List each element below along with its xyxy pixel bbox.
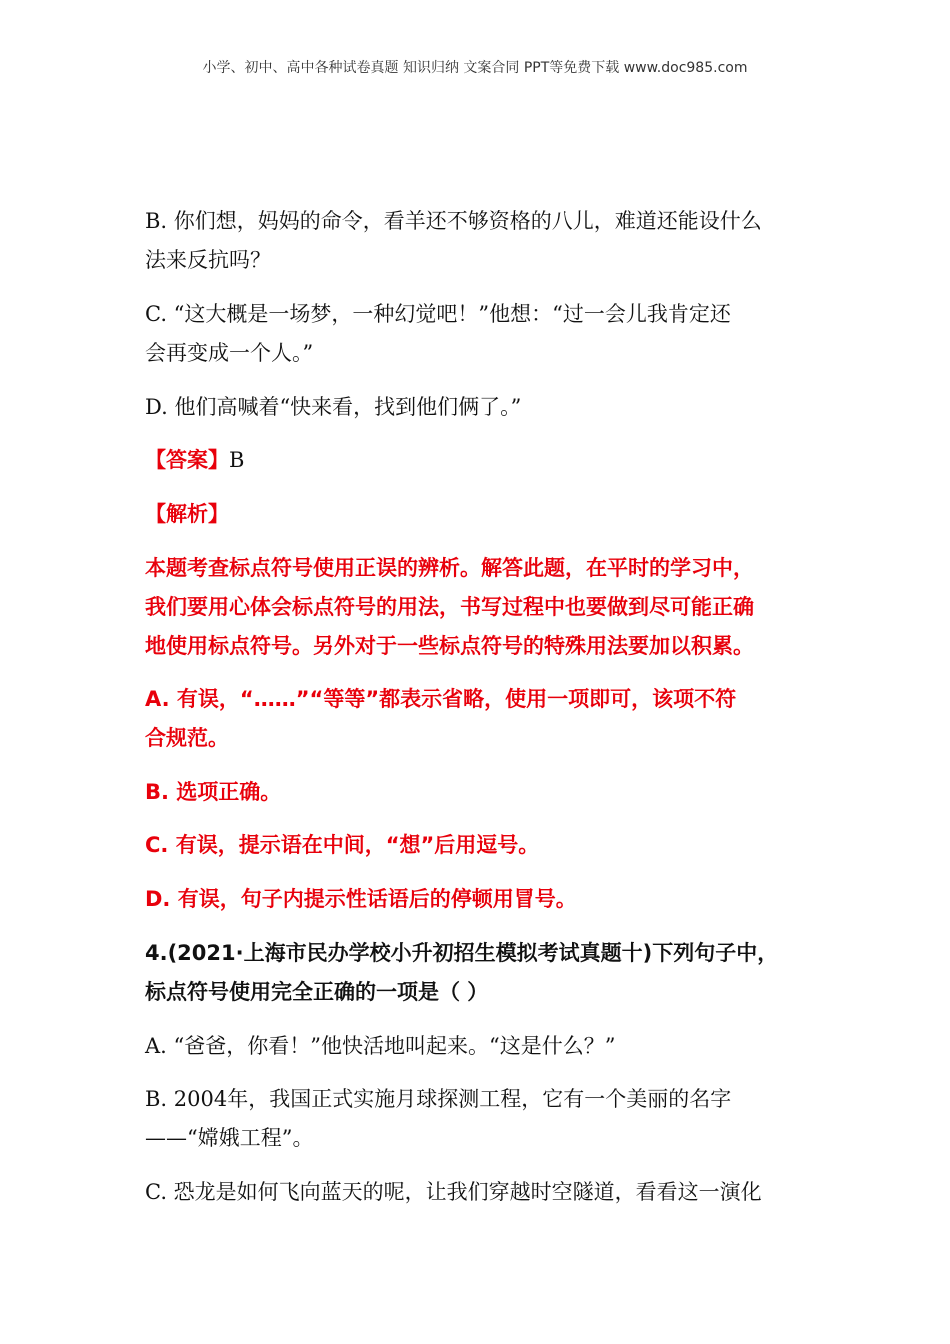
question4-option-b-line1: B. 2004年，我国正式实施月球探测工程，它有一个美丽的名字 xyxy=(145,1087,732,1111)
analysis-d: D. 有误，句子内提示性话语后的停顿用冒号。 xyxy=(145,887,577,911)
prev-option-b-line2: 法来反抗吗？ xyxy=(145,248,271,272)
prev-option-d: D. 他们高喊着“快来看，找到他们俩了。” xyxy=(145,395,522,419)
analysis-c: C. 有误，提示语在中间，“想”后用逗号。 xyxy=(145,833,540,857)
analysis-a-line1: A. 有误，“……”“等等”都表示省略，使用一项即可，该项不符 xyxy=(145,687,737,711)
question4-option-a: A. “爸爸，你看！”他快活地叫起来。“这是什么？” xyxy=(145,1034,616,1058)
question4-stem-line1: 4.(2021·上海市民办学校小升初招生模拟考试真题十)下列句子中， xyxy=(145,941,779,965)
prev-option-b-line1: B. 你们想，妈妈的命令，看羊还不够资格的八儿，难道还能设什么 xyxy=(145,209,762,233)
prev-option-c-line2: 会再变成一个人。” xyxy=(145,341,314,365)
answer-value: B xyxy=(229,448,245,472)
analysis-b: B. 选项正确。 xyxy=(145,780,282,804)
page-header: 小学、初中、高中各种试卷真题 知识归纳 文案合同 PPT等免费下载 www.doc985.com xyxy=(202,60,748,76)
analysis-para1-line1: 本题考查标点符号使用正误的辨析。解答此题，在平时的学习中， xyxy=(145,556,754,580)
analysis-para1-line2: 我们要用心体会标点符号的用法，书写过程中也要做到尽可能正确 xyxy=(145,595,754,619)
question4-stem-line2: 标点符号使用完全正确的一项是（ ） xyxy=(145,980,489,1004)
prev-option-c-line1: C. “这大概是一场梦，一种幻觉吧！”他想：“过一会儿我肯定还 xyxy=(145,302,731,326)
question4-option-c-line1: C. 恐龙是如何飞向蓝天的呢，让我们穿越时空隧道，看看这一演化 xyxy=(145,1180,762,1204)
analysis-a-line2: 合规范。 xyxy=(145,726,229,750)
analysis-label: 【解析】 xyxy=(145,502,229,526)
analysis-para1-line3: 地使用标点符号。另外对于一些标点符号的特殊用法要加以积累。 xyxy=(145,634,754,658)
answer-label: 【答案】 xyxy=(145,448,229,472)
question4-option-b-line2: ——“嫦娥工程”。 xyxy=(145,1126,314,1150)
answer-row xyxy=(145,446,815,474)
